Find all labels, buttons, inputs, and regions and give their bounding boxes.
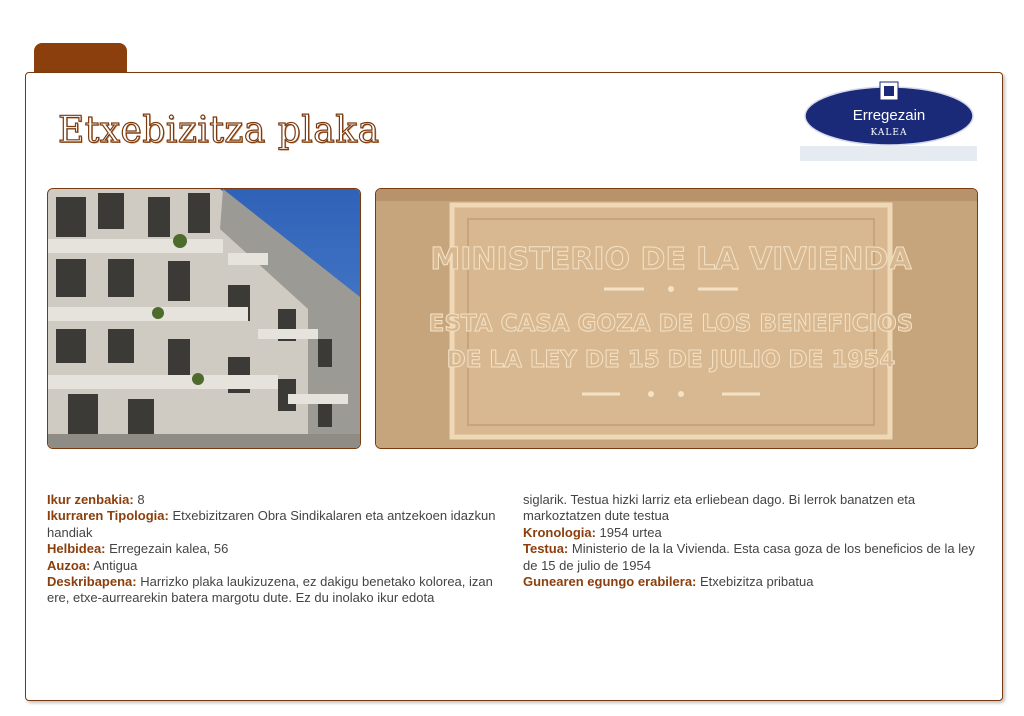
details-left-column [47,492,497,606]
field-ikur-zenbakia: Ikur zenbakia: 8 [47,492,145,507]
plaque-line-1: MINISTERIO DE LA VIVIENDA [430,242,912,277]
details-right-column [523,492,978,590]
page-title: Etxebizitza plaka [58,110,380,151]
field-erabilera: Gunearen egungo erabilera: Etxebizitza pribatua [523,574,814,590]
plaque-line-3: DE LA LEY DE 15 DE JULIO DE 1954 [446,347,896,373]
plaque-line-2: ESTA CASA GOZA DE LOS BENEFICIOS [428,311,914,337]
field-testua: Testua: Ministerio de la la Vivienda. Esta casa goza de los beneficios de la ley de 15 de julio de 1954 [523,541,975,573]
field-deskribapena-cont: siglarik. Testua hizki larriz eta erliebean dago. Bi lerrok banatzen eta markoztatzen dute testua [523,492,916,524]
field-deskribapena: Deskribapena: Harrizko plaka laukizuzena, ez dakigu benetako kolorea, izan ere, etxe-aurrearekin batera margotu dute. Ez du inolako ikur edota [47,574,493,606]
plaque-photo [375,188,978,449]
field-tipologia: Ikurraren Tipologia: Etxebizitzaren Obra Sindikalaren eta antzekoen idazkun handiak [47,508,496,540]
crest-icon [880,82,898,100]
field-auzoa: Auzoa: Antigua [47,557,138,573]
logo-text-sub: KALEA [870,128,908,138]
building-photo [47,188,361,449]
field-kronologia: Kronologia: 1954 urtea [523,524,662,540]
logo-text-main: Erregezain [852,107,926,124]
field-helbidea: Helbidea: Erregezain kalea, 56 [47,541,229,557]
logo-band [800,146,977,161]
